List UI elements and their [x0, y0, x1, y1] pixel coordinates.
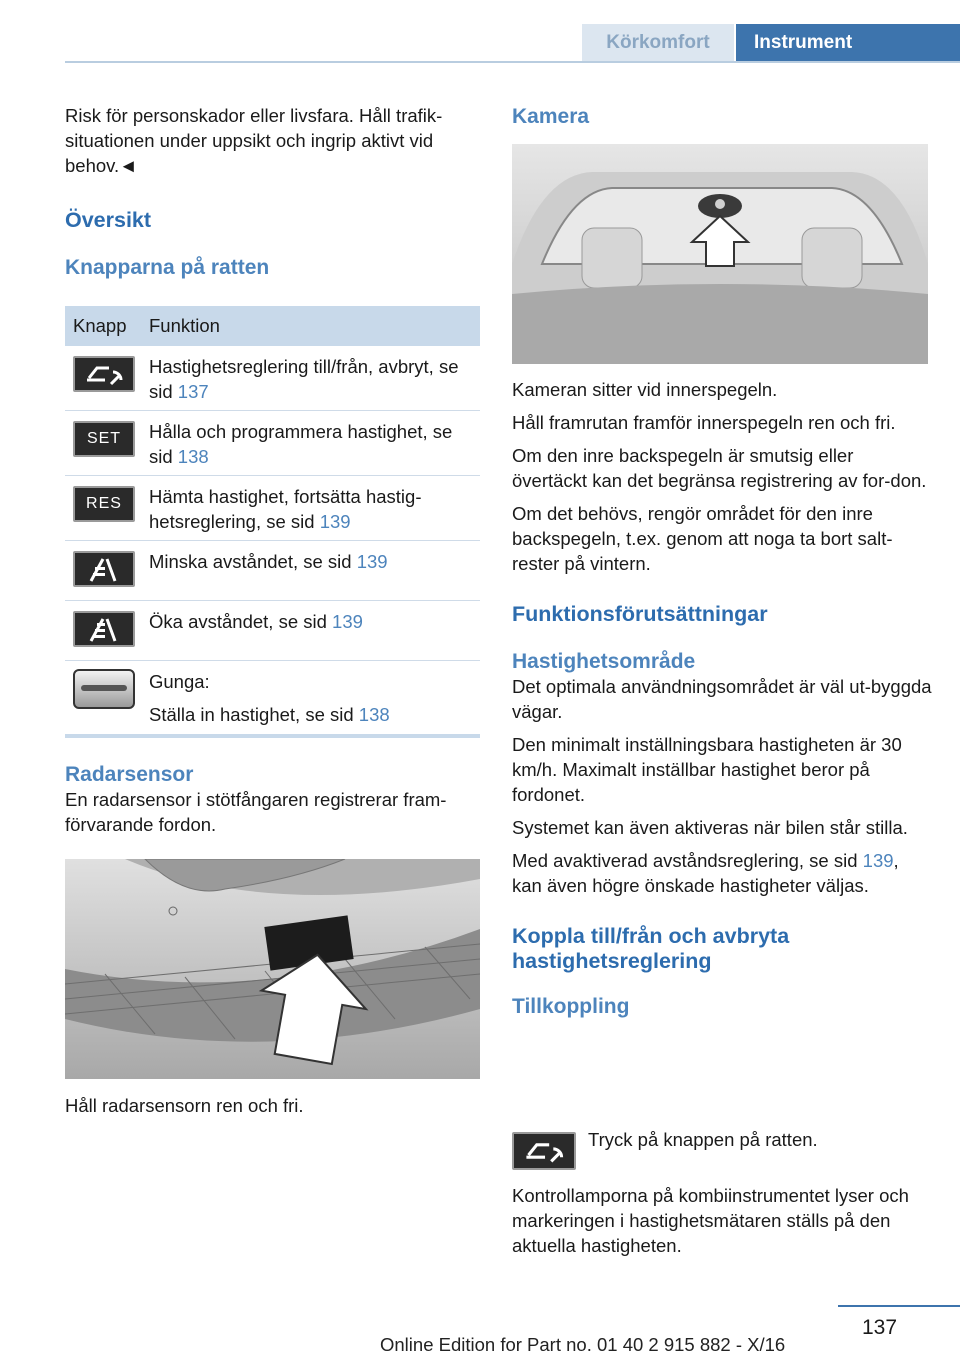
footer-edition: Online Edition for Part no. 01 40 2 915 882 - X/16: [380, 1334, 786, 1355]
col-header-button: Knapp: [73, 315, 127, 336]
row-text: Hålla och programmera hastighet, se sid 138: [149, 421, 453, 467]
col-header-function: Funktion: [149, 315, 220, 336]
radar-text: En radarsensor i stötfångaren registrerar fram‐förvarande fordon.: [65, 789, 447, 835]
right-column: [512, 377, 932, 1027]
res-button-icon: RES: [73, 486, 135, 522]
prereq-heading: Funktionsförutsättningar: [512, 602, 768, 626]
table-end-rule: [65, 734, 480, 738]
overview-heading: Översikt: [65, 208, 152, 232]
page-link[interactable]: 139: [319, 511, 351, 532]
radar-heading: Radarsensor: [65, 763, 194, 786]
row-text: Hämta hastighet, fortsätta hastig‐hetsreglering, se sid 139: [149, 486, 422, 532]
table-row: [65, 346, 480, 411]
table-row: [65, 411, 480, 476]
page-link[interactable]: 138: [177, 446, 209, 467]
header-rule: [65, 61, 960, 63]
page-link[interactable]: 139: [862, 850, 894, 871]
rocker-switch-icon: [73, 669, 135, 709]
camera-paragraph: Om den inre backspegeln är smutsig eller övertäckt kan det begränsa registrering av for‐don.: [512, 445, 927, 491]
page-number: 137: [862, 1316, 898, 1339]
speed-paragraph: Med avaktiverad avståndsreglering, se sid 139, kan även högre önskade hastigheter väljas.: [512, 850, 899, 896]
on-paragraph-block: [512, 1183, 932, 1266]
left-column: [65, 103, 480, 288]
radar-sensor-image: [65, 859, 480, 1079]
camera-heading: Kamera: [512, 105, 590, 128]
row-text: Minska avståndet, se sid 139: [149, 551, 388, 572]
row-text: Hastighetsreglering till/från, avbryt, se sid 137: [149, 356, 459, 402]
on-text: Tryck på knappen på ratten.: [588, 1129, 818, 1150]
on-paragraph: Kontrollamporna på kombiinstrumentet lyser och markeringen i hastighetsmätaren ställs på den aktuella hastigheten.: [512, 1185, 909, 1256]
speed-paragraph: Systemet kan även aktiveras när bilen står stilla.: [512, 817, 908, 838]
header-tab-chapter: Instrument: [736, 24, 960, 61]
row-text: Öka avståndet, se sid 139: [149, 611, 363, 632]
page-link[interactable]: 139: [356, 551, 388, 572]
increase-distance-icon: [73, 611, 135, 647]
radar-section: [65, 762, 480, 845]
camera-heading-block: [512, 104, 932, 137]
row-text: Gunga: Ställa in hastighet, se sid 138: [149, 671, 390, 725]
cruise-control-button-icon: [73, 356, 135, 392]
table-header: [65, 306, 480, 346]
buttons-heading: Knapparna på ratten: [65, 256, 270, 279]
page-link[interactable]: 137: [177, 381, 209, 402]
camera-paragraph: Om det behövs, rengör området för den inre backspegeln, t.ex. genom att noga ta bort salt‐rester på vintern.: [512, 503, 893, 574]
speed-paragraph: Det optimala användningsområdet är väl ut‐byggda vägar.: [512, 676, 932, 722]
table-row: [65, 601, 480, 661]
footer-rule: [838, 1305, 960, 1307]
page-link[interactable]: 139: [332, 611, 363, 632]
on-text-block: [588, 1127, 928, 1160]
camera-paragraph: Kameran sitter vid innerspegeln.: [512, 379, 778, 400]
on-heading: Tillkoppling: [512, 995, 630, 1018]
warning-text: Risk för personskador eller livsfara. Håll trafik‐situationen under uppsikt och ingrip aktivt vid behov.◄: [65, 105, 443, 176]
table-row: [65, 476, 480, 541]
speed-heading: Hastighetsområde: [512, 650, 696, 673]
table-row: [65, 541, 480, 601]
speed-paragraph: Den minimalt inställningsbara hastigheten är 30 km/h. Maximalt inställbar hastighet beror på fordonet.: [512, 734, 902, 805]
toggle-heading: Koppla till/från och avbryta hastighetsreglering: [512, 924, 790, 973]
decrease-distance-icon: [73, 551, 135, 587]
set-button-icon: SET: [73, 421, 135, 457]
radar-caption: Håll radarsensorn ren och fri.: [65, 1095, 304, 1116]
camera-image: [512, 144, 928, 364]
radar-caption-block: [65, 1093, 480, 1126]
table-row: [65, 661, 480, 733]
header-tab-section: Körkomfort: [582, 24, 734, 61]
camera-paragraph: Håll framrutan framför innerspegeln ren och fri.: [512, 412, 896, 433]
cruise-control-button-icon: [512, 1132, 576, 1170]
page-link[interactable]: 138: [358, 704, 390, 725]
